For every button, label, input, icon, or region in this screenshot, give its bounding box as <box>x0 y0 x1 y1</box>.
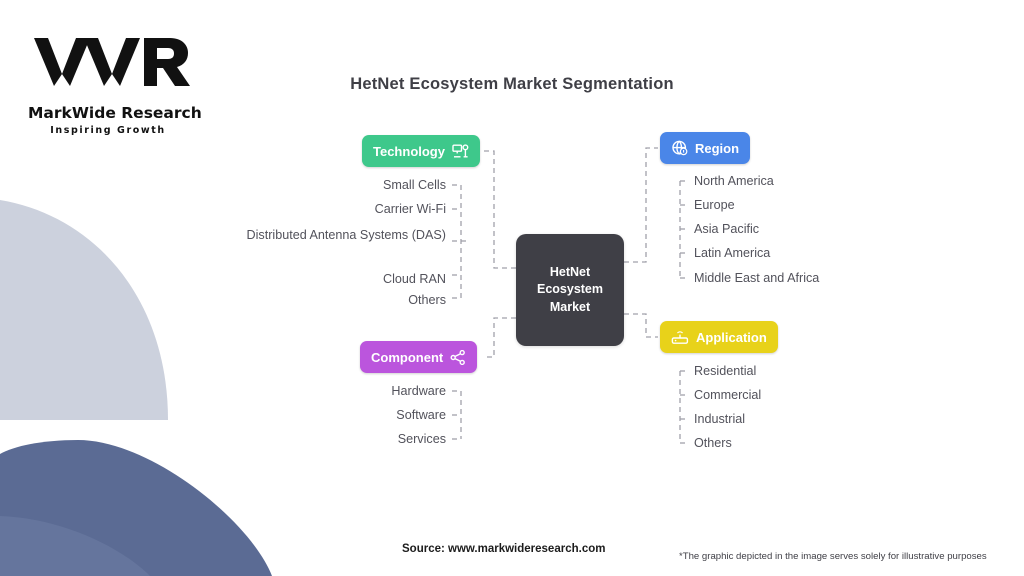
branch-pill-application[interactable] <box>660 321 778 353</box>
leaf-item: North America <box>694 174 774 188</box>
router-icon <box>671 330 689 345</box>
center-node[interactable] <box>516 234 624 346</box>
leaf-item: Others <box>408 293 446 307</box>
leaf-item: Industrial <box>694 412 746 426</box>
page-title: HetNet Ecosystem Market Segmentation <box>350 75 674 93</box>
disclaimer-text: *The graphic depicted in the image serves solely for illustrative purposes <box>679 551 987 562</box>
share-nodes-icon <box>450 350 466 365</box>
globe-icon <box>671 140 688 156</box>
branch-pill-technology[interactable] <box>362 135 480 167</box>
leaf-item: Services <box>397 432 446 446</box>
leaf-list-technology <box>246 178 446 315</box>
leaf-item: Commercial <box>694 388 762 402</box>
leaf-list-region <box>694 174 924 295</box>
leaf-list-component <box>296 384 446 456</box>
leaf-item: Distributed Antenna Systems (DAS) <box>246 228 446 242</box>
branch-pill-component[interactable] <box>360 341 477 373</box>
branch-pill-region[interactable] <box>660 132 750 164</box>
leaf-item: Software <box>396 408 446 422</box>
branch-label-component: Component <box>371 349 444 365</box>
leaf-item: Residential <box>694 364 757 378</box>
leaf-item: Asia Pacific <box>694 222 760 236</box>
leaf-item: Europe <box>694 198 735 212</box>
leaf-list-application <box>694 364 894 460</box>
leaf-item: Others <box>694 436 732 450</box>
leaf-item: Carrier Wi-Fi <box>374 202 446 216</box>
branch-label-region: Region <box>695 140 740 156</box>
device-network-icon <box>452 144 469 159</box>
source-text: Source: www.markwideresearch.com <box>402 543 606 555</box>
branch-label-application: Application <box>696 329 767 345</box>
branch-label-technology: Technology <box>373 143 445 159</box>
logo-tagline: Inspiring Growth <box>50 125 166 136</box>
leaf-item: Cloud RAN <box>383 272 446 286</box>
leaf-item: Hardware <box>391 384 446 398</box>
leaf-item: Middle East and Africa <box>694 271 820 285</box>
center-node-label: HetNet Ecosystem Market <box>536 265 603 314</box>
leaf-item: Latin America <box>694 246 771 260</box>
logo-name: MarkWide Research <box>28 104 202 122</box>
leaf-item: Small Cells <box>383 178 446 192</box>
